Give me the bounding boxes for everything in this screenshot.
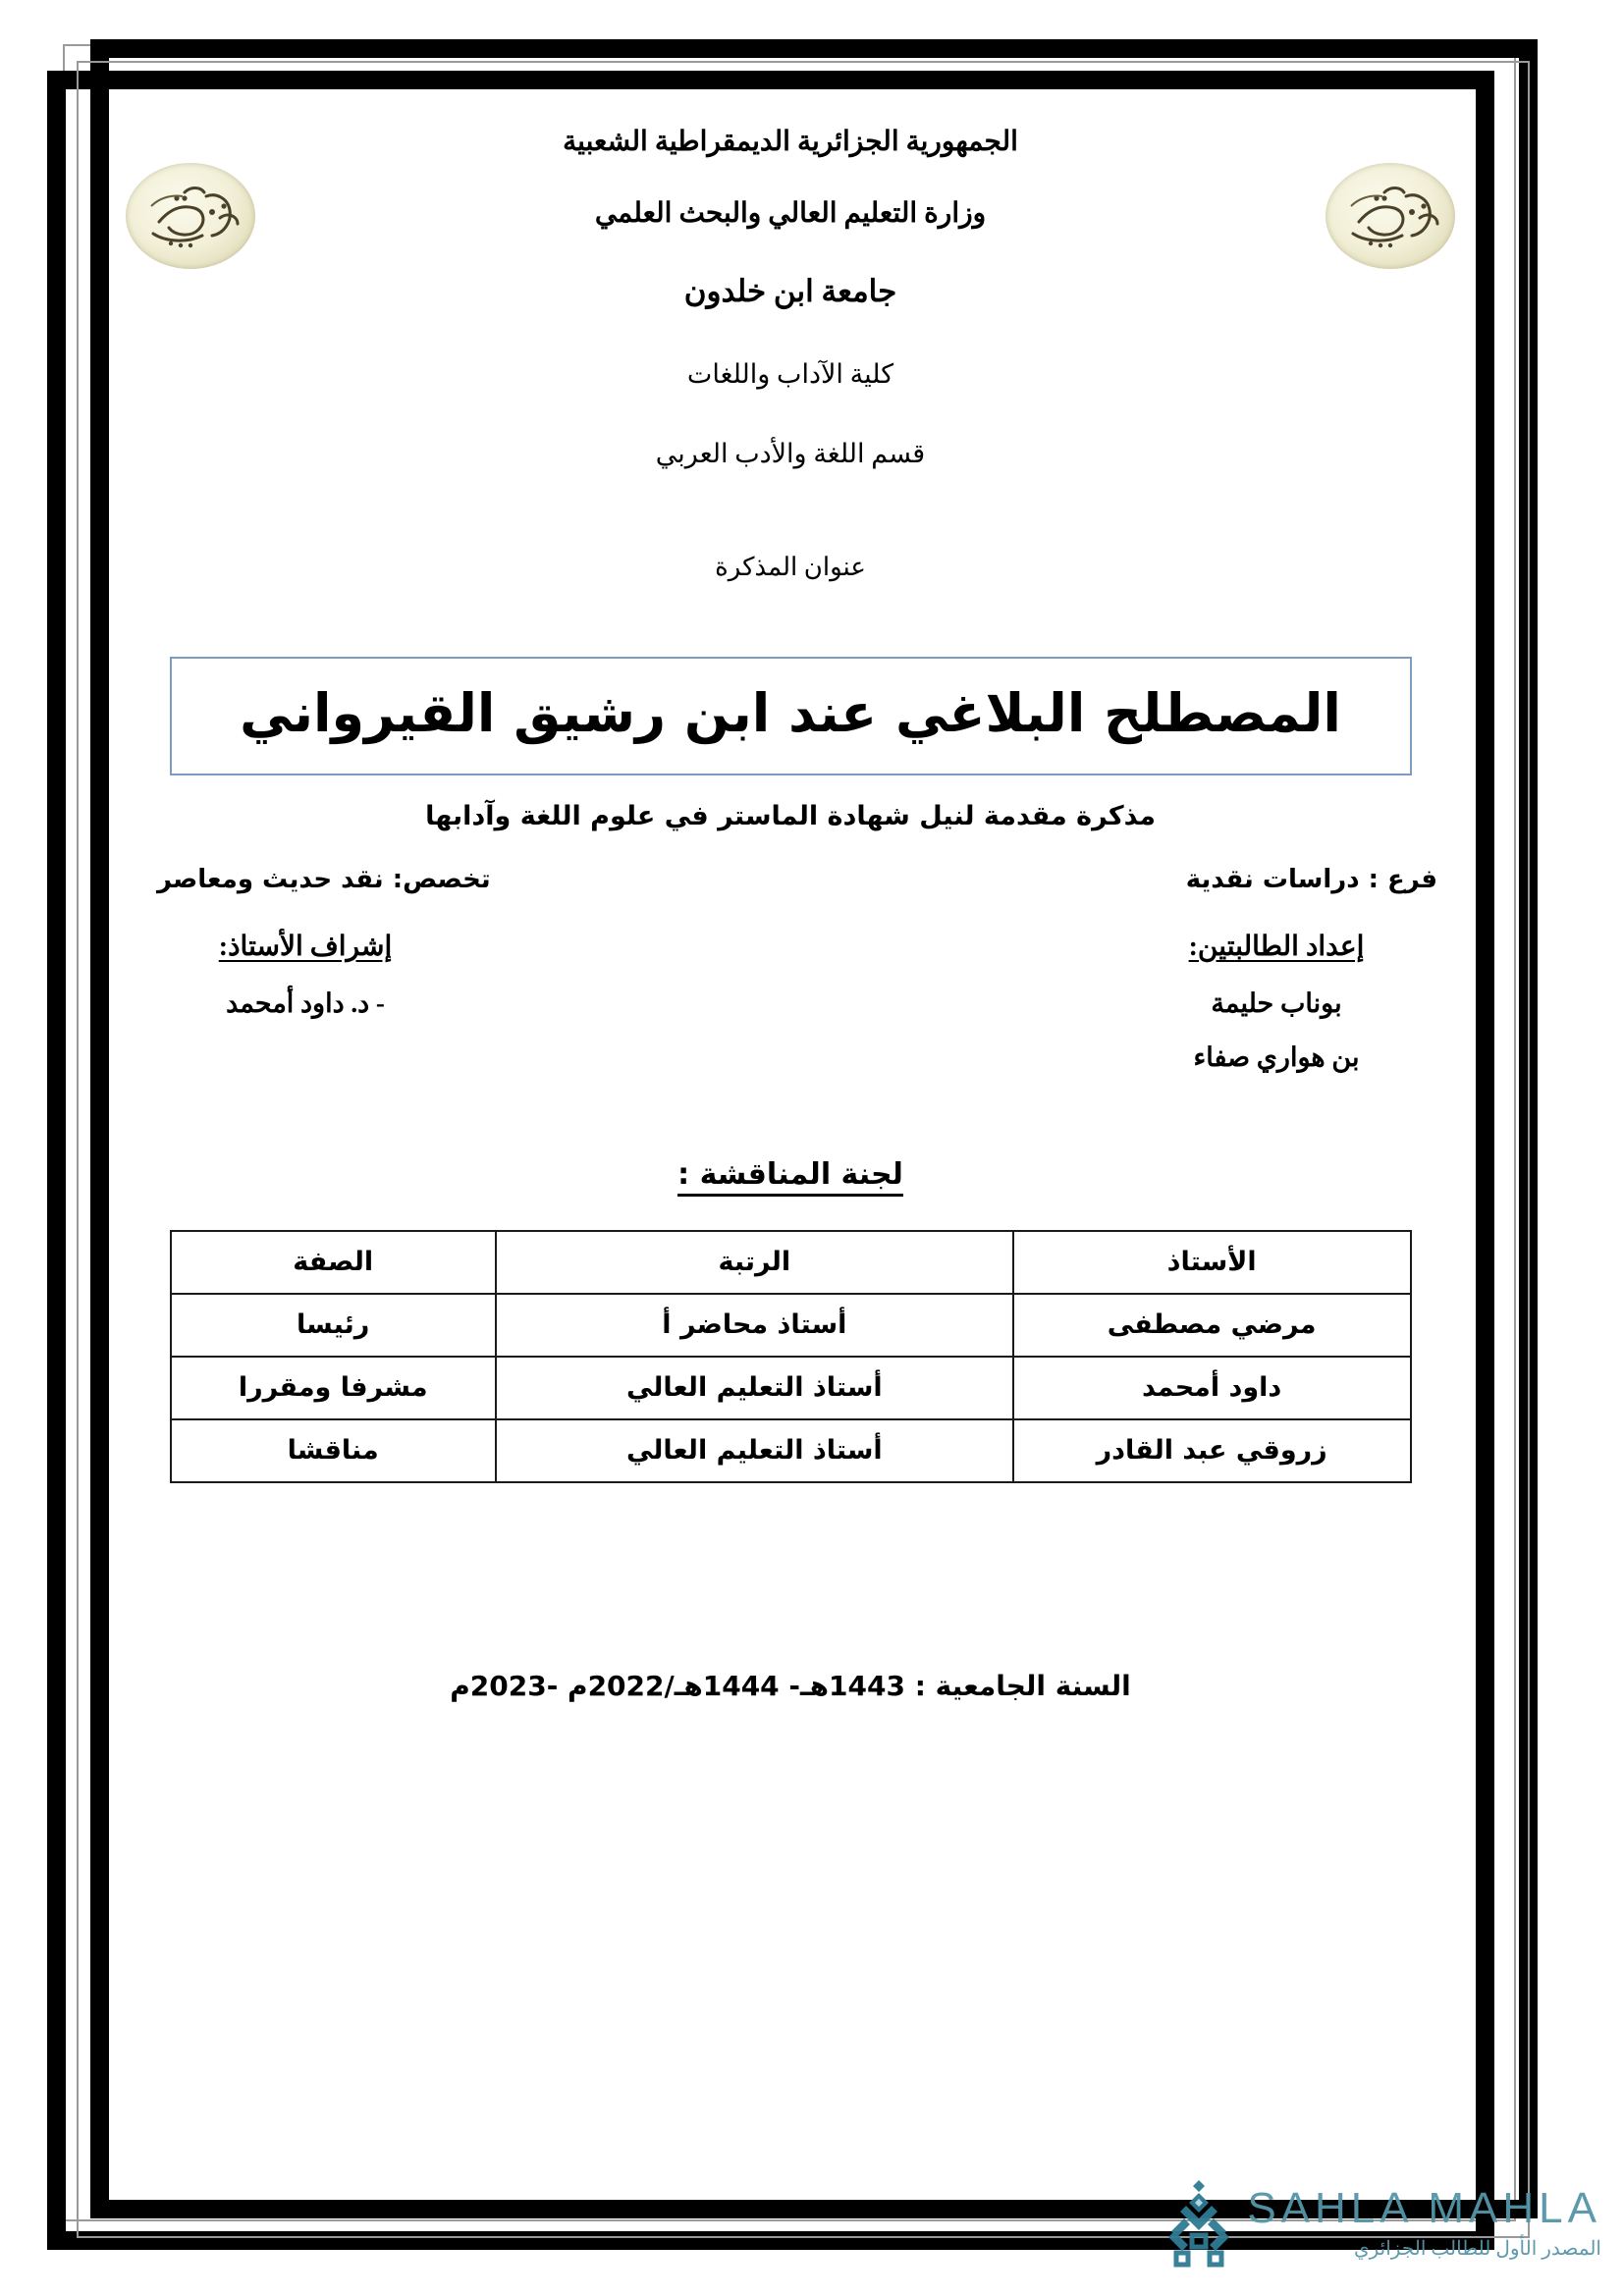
supervisor-block (163, 930, 448, 1019)
committee-heading (108, 1157, 1473, 1197)
committee-professor: مرضي مصطفى (1013, 1294, 1411, 1357)
students-block (1129, 930, 1424, 1073)
thesis-title: المصطلح البلاغي عند ابن رشيق القيرواني (240, 682, 1341, 745)
committee-rank: أستاذ محاضر أ (496, 1294, 1013, 1357)
watermark-title: SAHLA MAHLA (1247, 2183, 1601, 2232)
supervisor-heading: إشراف الأستاذ: (218, 931, 393, 962)
republic-line: الجمهورية الجزائرية الديمقراطية الشعبية (563, 127, 1018, 157)
thesis-title-box (170, 657, 1412, 774)
committee-header-row (171, 1231, 1411, 1294)
authors-supervisor-row (108, 930, 1473, 1073)
branch-specialization-row (108, 865, 1473, 894)
committee-rank: أستاذ التعليم العالي (496, 1357, 1013, 1419)
student-name-2: بن هواري صفاء (1193, 1041, 1360, 1072)
thesis-title-label: عنوان المذكرة (715, 553, 866, 582)
committee-role: مناقشا (171, 1419, 496, 1482)
committee-col-role: الصفة (171, 1231, 496, 1294)
branch-value: فرع : دراسات نقدية (1185, 864, 1437, 894)
watermark-subtitle: المصدر الأول للطالب الجزائري (1353, 2237, 1601, 2260)
committee-col-rank: الرتبة (496, 1231, 1013, 1294)
cover-page-content (108, 98, 1473, 2179)
table-row (171, 1294, 1411, 1357)
academic-year: السنة الجامعية : 1443هـ- 1444هـ/2022م -2023م (450, 1669, 1131, 1702)
university-line: جامعة ابن خلدون (683, 273, 897, 308)
table-row (171, 1357, 1411, 1419)
committee-professor: زروقي عبد القادر (1013, 1419, 1411, 1482)
ibn-khaldoun-seal-left-icon (126, 163, 255, 269)
ministry-line: وزارة التعليم العالي والبحث العلمي (594, 198, 987, 230)
committee-professor: داود أمحمد (1013, 1357, 1411, 1419)
committee-col-professor: الأستاذ (1013, 1231, 1411, 1294)
committee-heading-text: لجنة المناقشة : (677, 1157, 903, 1197)
department-line: قسم اللغة والأدب العربي (655, 438, 926, 468)
committee-table (170, 1230, 1412, 1483)
specialization-value: تخصص: نقد حديث ومعاصر (157, 864, 491, 894)
faculty-line: كلية الآداب واللغات (686, 359, 894, 390)
committee-role: رئيسا (171, 1294, 496, 1357)
students-heading: إعداد الطالبتين: (1188, 931, 1365, 962)
institution-header (108, 128, 1473, 580)
thesis-subtitle: مذكرة مقدمة لنيل شهادة الماستر في علوم اللغة وآدابها (425, 800, 1156, 831)
committee-rank: أستاذ التعليم العالي (496, 1419, 1013, 1482)
committee-role: مشرفا ومقررا (171, 1357, 496, 1419)
table-row (171, 1419, 1411, 1482)
ibn-khaldoun-seal-right-icon (1325, 163, 1455, 269)
student-name-1: بوناب حليمة (1211, 988, 1342, 1018)
supervisor-name-1: - د. داود أمحمد (226, 988, 385, 1018)
